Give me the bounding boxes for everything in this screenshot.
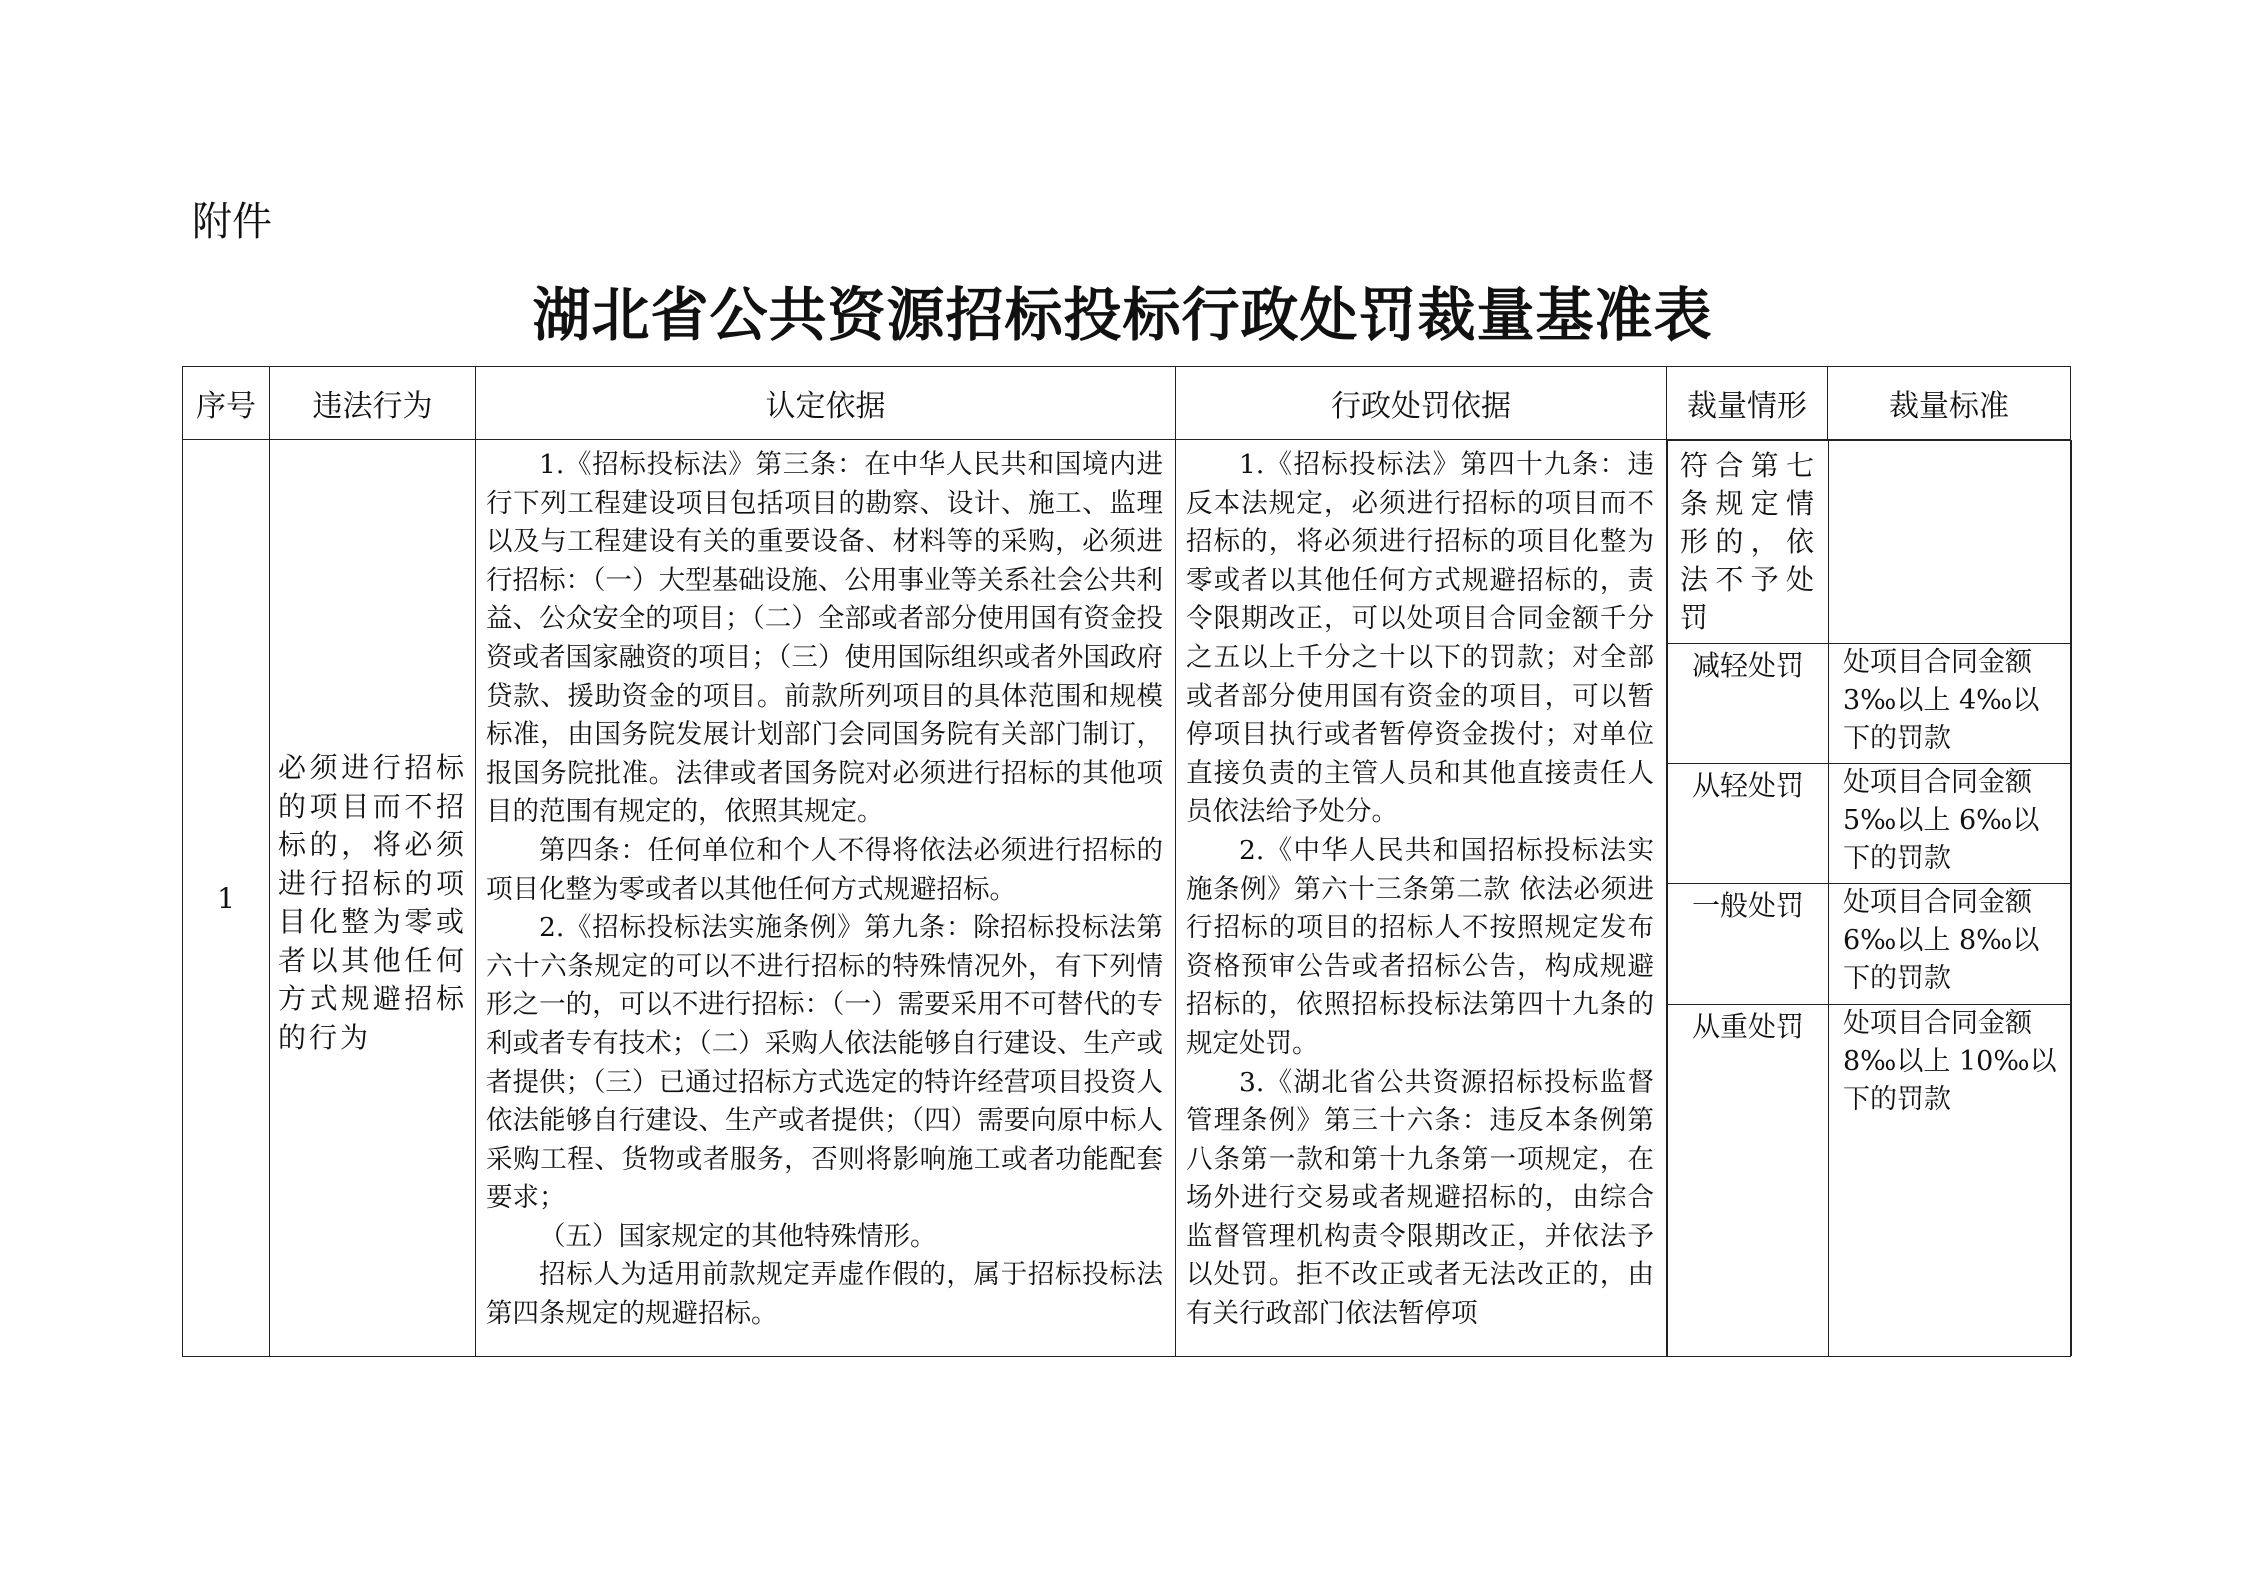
discretion-row (1668, 764, 2072, 884)
row-index: 1 (183, 440, 270, 1357)
discretion-row (1668, 644, 2072, 764)
header-discretion-standard: 裁量标准 (1828, 367, 2071, 440)
discretion-standard: 处项目合同金额3‰以上 4‰以下的罚款 (1829, 644, 2072, 764)
discretion-situation: 从重处罚 (1668, 1005, 1829, 1357)
header-determination-basis: 认定依据 (476, 367, 1176, 440)
header-discretion-situation: 裁量情形 (1667, 367, 1828, 440)
discretion-standard (1829, 441, 2072, 644)
discretion-standard: 处项目合同金额6‰以上 8‰以下的罚款 (1829, 884, 2072, 1005)
basis-paragraph: 1.《招标投标法》第三条：在中华人民共和国境内进行下列工程建设项目包括项目的勘察、设计、施工、监理以及与工程建设有关的重要设备、材料等的采购，必须进行招标：（一）大型基础设施、公用事业等关系社会公共利益、公众安全的项目；（二）全部或者部分使用国有资金投资或者国家融资的项目；（三）使用国际组织或者外国政府贷款、援助资金的项目。前款所列项目的具体范围和规模标准，由国务院发展计划部门会同国务院有关部门制订，报国务院批准。法律或者国务院对必须进行招标的其他项目的范围有规定的，依照其规定。 (486, 449, 1163, 828)
discretion-standard: 处项目合同金额5‰以上 6‰以下的罚款 (1829, 764, 2072, 884)
basis-paragraph: 招标人为适用前款规定弄虚作假的，属于招标投标法第四条规定的规避招标。 (486, 1259, 1163, 1330)
page-title: 湖北省公共资源招标投标行政处罚裁量基准表 (532, 281, 1713, 349)
determination-basis-cell (476, 440, 1176, 1357)
violation-text: 必须进行招标的项目而不招标的，将必须进行招标的项目化整为零或者以其他任何方式规避招标的行为 (270, 440, 476, 1357)
discretion-situation: 从轻处罚 (1668, 764, 1829, 884)
basis-paragraph: （五）国家规定的其他特殊情形。 (539, 1220, 937, 1252)
discretion-row (1668, 1005, 2072, 1357)
discretion-cell (1667, 440, 2071, 1357)
table-row (183, 440, 2071, 1357)
discretion-situation: 一般处罚 (1668, 884, 1829, 1005)
discretion-situation: 符合第七条规定情形的，依法不予处罚 (1668, 441, 1829, 644)
header-index: 序号 (183, 367, 270, 440)
penalty-paragraph: 2.《中华人民共和国招标投标法实施条例》第六十三条第二款 依法必须进行招标的项目的招标人不按照规定发布资格预审公告或者招标公告，构成规避招标的，依照招标投标法第四十九条的规定处罚。 (1186, 834, 1654, 1059)
discretion-row (1668, 441, 2072, 644)
attachment-label: 附件 (192, 199, 272, 245)
basis-paragraph: 2.《招标投标法实施条例》第九条：除招标投标法第六十六条规定的可以不进行招标的特殊情况外，有下列情形之一的，可以不进行招标：（一）需要采用不可替代的专利或者专有技术；（二）采购人依法能够自行建设、生产或者提供；（三）已通过招标方式选定的特许经营项目投资人依法能够自行建设、生产或者提供；（四）需要向原中标人采购工程、货物或者服务，否则将影响施工或者功能配套要求； (486, 912, 1163, 1214)
penalty-paragraph: 3.《湖北省公共资源招标投标监督管理条例》第三十六条：违反本条例第八条第一款和第十九条第一项规定，在场外进行交易或者规避招标的，由综合监督管理机构责令限期改正，并依法予以处罚。拒不改正或者无法改正的，由有关行政部门依法暂停项 (1186, 1066, 1654, 1330)
penalty-paragraph: 1.《招标投标法》第四十九条：违反本法规定，必须进行招标的项目而不招标的，将必须进行招标的项目化整为零或者以其他任何方式规避招标的，责令限期改正，可以处项目合同金额千分之五以上千分之十以下的罚款；对全部或者部分使用国有资金的项目，可以暂停项目执行或者暂停资金拨付；对单位直接负责的主管人员和其他直接责任人员依法给予处分。 (1186, 449, 1654, 828)
header-penalty-basis: 行政处罚依据 (1176, 367, 1667, 440)
discretion-row (1668, 884, 2072, 1005)
basis-paragraph: 第四条：任何单位和个人不得将依法必须进行招标的项目化整为零或者以其他任何方式规避招标。 (486, 834, 1163, 905)
discretion-standard: 处项目合同金额8‰以上 10‰以下的罚款 (1829, 1005, 2072, 1357)
discretion-table (1667, 440, 2072, 1356)
discretion-situation: 减轻处罚 (1668, 644, 1829, 764)
penalty-table (182, 366, 2071, 1357)
header-row (183, 367, 2071, 440)
penalty-basis-cell (1176, 440, 1667, 1357)
header-violation: 违法行为 (270, 367, 476, 440)
